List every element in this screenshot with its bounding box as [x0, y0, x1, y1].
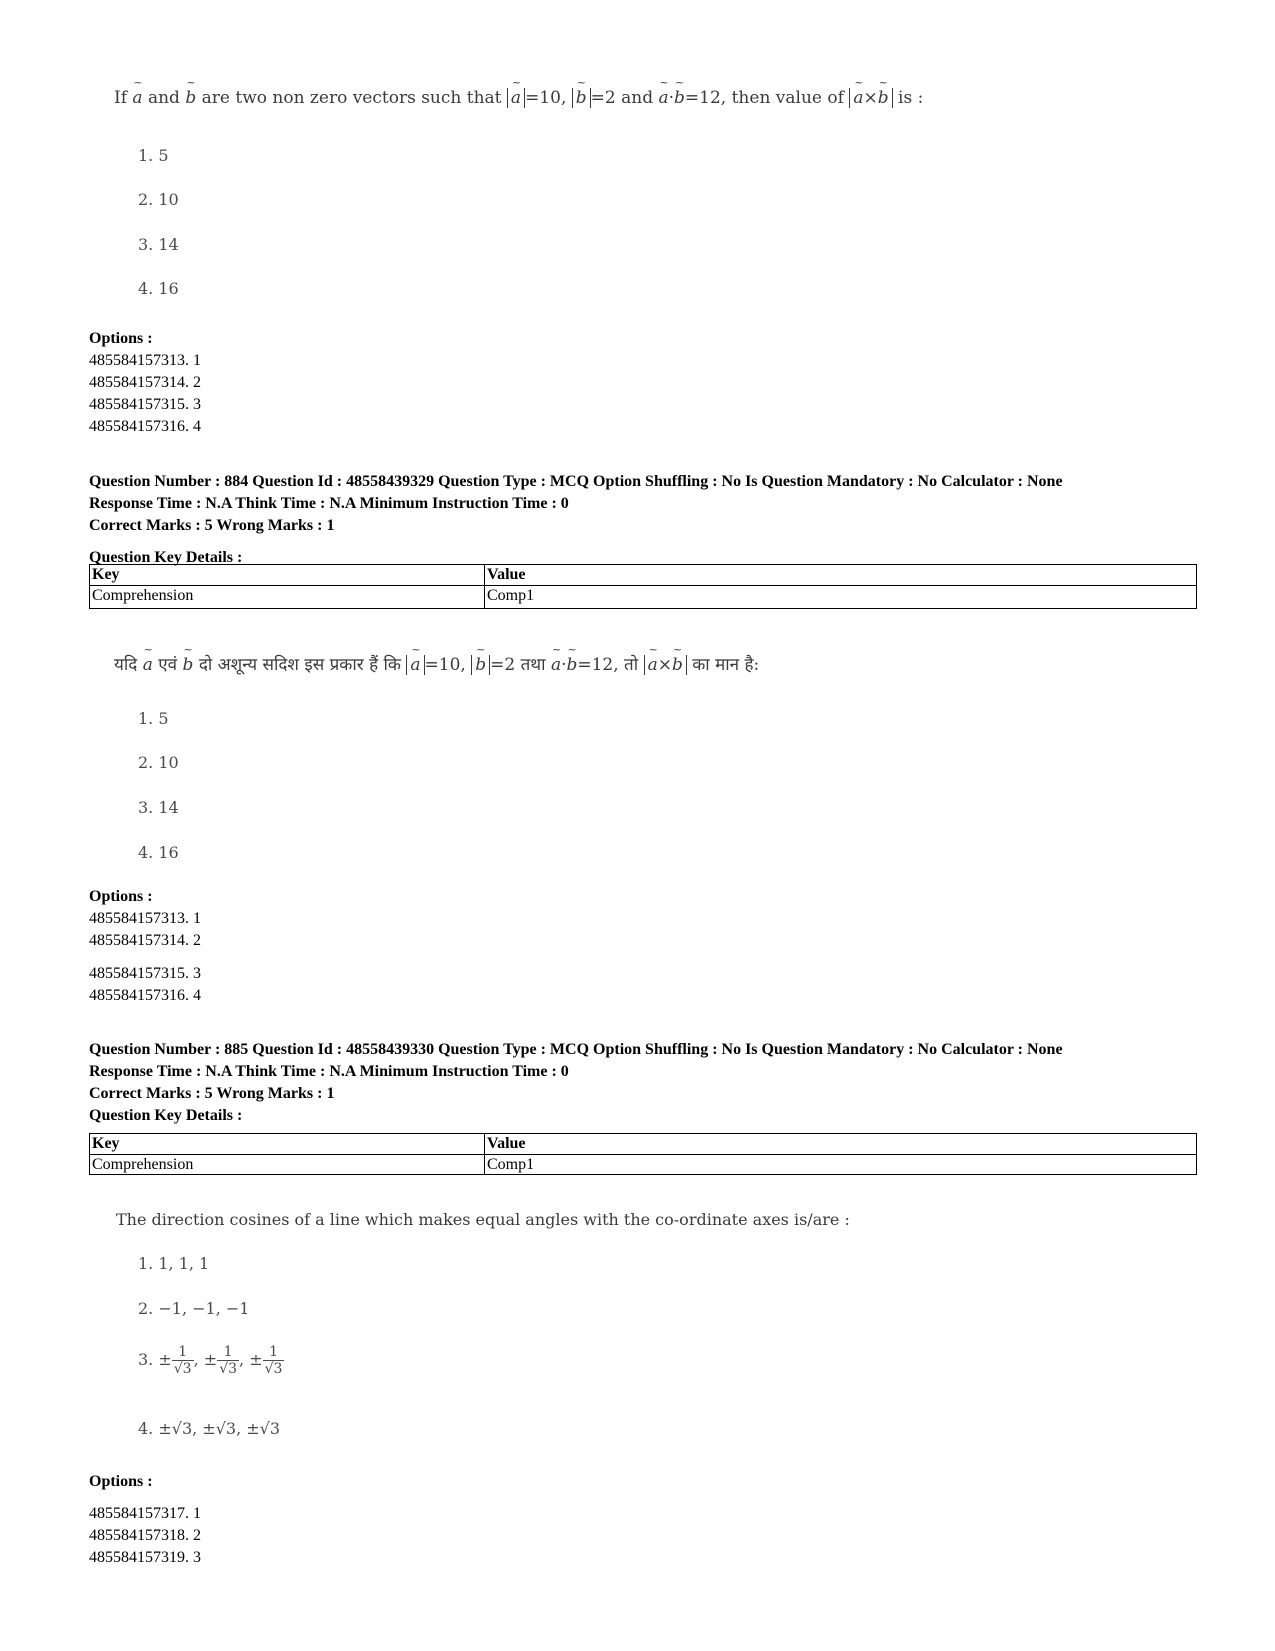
- options-label: Options :: [89, 888, 153, 905]
- image-option-4: 4. 16: [138, 279, 179, 298]
- question-header-line3: Correct Marks : 5 Wrong Marks : 1: [89, 517, 335, 534]
- image-option-2: 2. 10: [138, 190, 179, 209]
- image-option-4: 4. 16: [138, 843, 179, 862]
- question-header-line1: Question Number : 884 Question Id : 48558439329 Question Type : MCQ Option Shuffling : No Is Question Mandatory : No Calculator : None: [89, 473, 1063, 490]
- value-header: Value: [485, 565, 1197, 586]
- value-cell: Comp1: [485, 586, 1197, 609]
- image-option-2: 2. 10: [138, 753, 179, 772]
- key-header: Key: [90, 1134, 485, 1155]
- image-option-2: 2. −1, −1, −1: [138, 1299, 250, 1318]
- image-option-3: 3. ± $\frac{1}{√3}$ , ± $\frac{1}{√3}$ , ± $\frac{1}{√3}$: [138, 1344, 283, 1377]
- option-id: 485584157313. 1: [89, 352, 201, 369]
- image-option-3: 3. 14: [138, 798, 179, 817]
- options-label: Options :: [89, 1473, 153, 1490]
- option-id: 485584157319. 3: [89, 1549, 201, 1566]
- key-header: Key: [90, 565, 485, 586]
- question-image-text: If ~ a and ~ b are two non zero vectors such that ~ a =10, ~ b =2 and ~ a·~ b=12, then value of ~ a×~ b is :: [114, 88, 923, 108]
- option-id: 485584157314. 2: [89, 932, 201, 949]
- option-id: 485584157314. 2: [89, 374, 201, 391]
- key-details-label: Question Key Details :: [89, 1107, 243, 1124]
- question-image-text: The direction cosines of a line which makes equal angles with the co-ordinate axes is/are :: [116, 1210, 850, 1229]
- option-id: 485584157316. 4: [89, 418, 201, 435]
- image-option-1: 1. 5: [138, 146, 169, 165]
- question-header-line2: Response Time : N.A Think Time : N.A Minimum Instruction Time : 0: [89, 495, 569, 512]
- key-table: [89, 564, 1197, 609]
- image-option-4: 4. ±√3, ±√3, ±√3: [138, 1419, 281, 1438]
- option-id: 485584157313. 1: [89, 910, 201, 927]
- question-image-text: यदि ~ a एवं ~ b दो अशून्य सदिश इस प्रकार हैं कि ~ a =10, ~ b =2 तथा ~ a·~ b=12, तो ~ a×~ b का मान है:: [114, 652, 759, 675]
- options-label: Options :: [89, 330, 153, 347]
- value-cell: Comp1: [485, 1155, 1197, 1175]
- key-cell: Comprehension: [90, 586, 485, 609]
- key-cell: Comprehension: [90, 1155, 485, 1175]
- question-header-line1: Question Number : 885 Question Id : 48558439330 Question Type : MCQ Option Shuffling : No Is Question Mandatory : No Calculator : None: [89, 1041, 1063, 1058]
- option-id: 485584157317. 1: [89, 1505, 201, 1522]
- question-header-line2: Response Time : N.A Think Time : N.A Minimum Instruction Time : 0: [89, 1063, 569, 1080]
- option-id: 485584157315. 3: [89, 396, 201, 413]
- option-id: 485584157315. 3: [89, 965, 201, 982]
- image-option-3: 3. 14: [138, 235, 179, 254]
- question-header-line3: Correct Marks : 5 Wrong Marks : 1: [89, 1085, 335, 1102]
- option-id: 485584157316. 4: [89, 987, 201, 1004]
- option-id: 485584157318. 2: [89, 1527, 201, 1544]
- image-option-1: 1. 5: [138, 709, 169, 728]
- image-option-1: 1. 1, 1, 1: [138, 1254, 210, 1273]
- key-table: [89, 1133, 1197, 1175]
- key-details-label: Question Key Details :: [89, 549, 243, 566]
- value-header: Value: [485, 1134, 1197, 1155]
